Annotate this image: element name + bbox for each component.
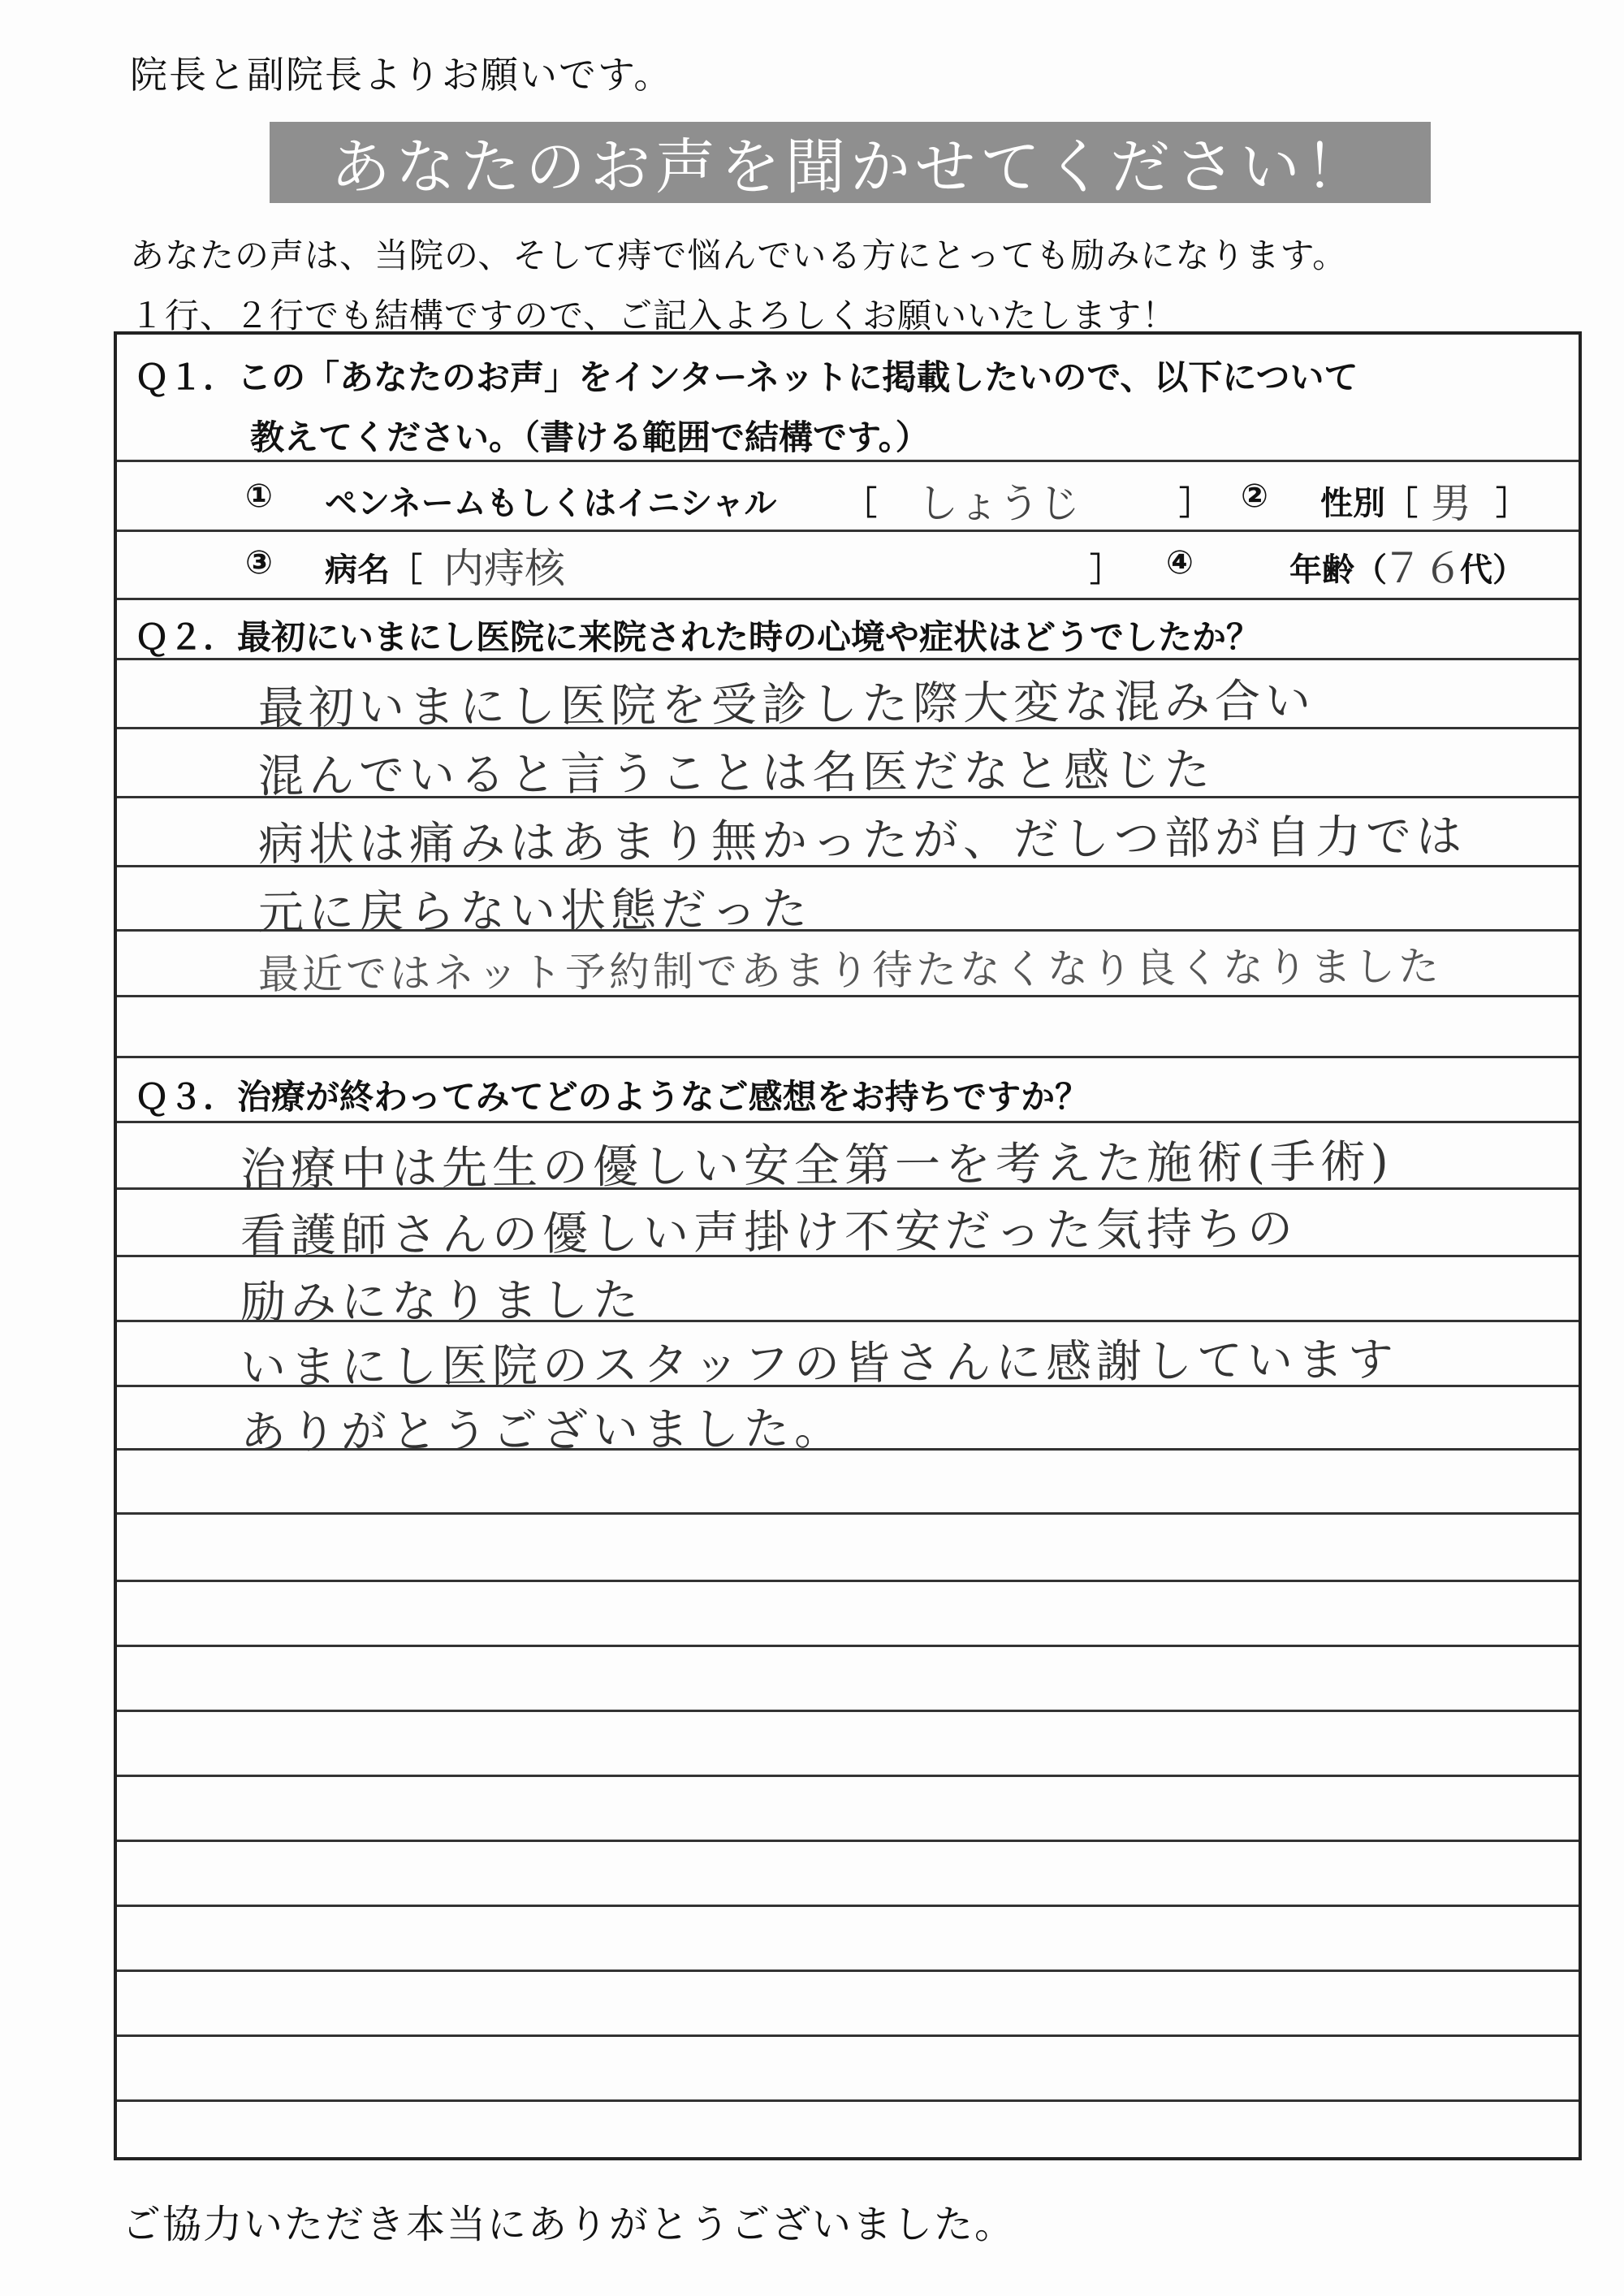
q3-answer-line-4: いまにし医院のスタッフの皆さんに感謝しています <box>240 1334 1399 1394</box>
q3-answer-line-1: 治療中は先生の優しい安全第一を考えた施術(手術) <box>240 1135 1393 1196</box>
q3-answer-line-3: 励みになりました <box>240 1273 644 1330</box>
rule <box>117 2099 1579 2102</box>
disease-close-bracket: ］ <box>1090 551 1122 589</box>
sex-value: 男 <box>1431 480 1471 527</box>
disease-value: 内痔核 <box>443 545 565 592</box>
q3-question: Ｑ３．治療が終わってみてどのようなご感想をお持ちですか？ <box>135 1077 1090 1117</box>
rule <box>117 1905 1579 1907</box>
rule <box>117 1121 1579 1123</box>
field-number-1: ① <box>245 478 273 515</box>
intro-line-1: あなたの声は、当院の、そして痔で悩んでいる方にとっても励みになります。 <box>130 236 1348 275</box>
title-banner <box>270 122 1431 203</box>
rule <box>117 1775 1579 1777</box>
rule <box>117 460 1579 462</box>
q1-question-line2: 教えてください。（書ける範囲で結構です。） <box>250 417 930 457</box>
rule <box>117 1840 1579 1842</box>
q3-answer-line-2: 看護師さんの優しい声掛け不安だった気持ちの <box>240 1202 1298 1263</box>
thank-you-footer: ご協力いただき本当にありがとうございました。 <box>122 2202 1016 2247</box>
field-number-3: ③ <box>245 544 273 582</box>
rule <box>117 1056 1579 1058</box>
banner-title: あなたのお声を聞かせてください！ <box>330 132 1370 202</box>
rule <box>117 1645 1579 1647</box>
q2-question: Ｑ２．最初にいまにし医院に来院された時の心境や症状はどうでしたか？ <box>135 617 1261 657</box>
rule <box>117 598 1579 600</box>
field-number-4: ④ <box>1166 544 1194 582</box>
penname-open-bracket: ［ <box>844 485 877 522</box>
field-number-2: ② <box>1241 478 1268 515</box>
request-heading: 院長と副院長よりお願いです。 <box>130 53 673 97</box>
q2-answer-line-5: 最近ではネット予約制であまり待たなくなり良くなりました <box>257 942 1443 998</box>
q2-answer-line-3: 病状は痛みはあまり無かったが、だしつ部が自力では <box>257 810 1467 871</box>
rule <box>117 2034 1579 2037</box>
q2-answer-line-4: 元に戻らない状態だった <box>257 883 813 940</box>
intro-line-2: １行、２行でも結構ですので、ご記入よろしくお願いいたします！ <box>130 296 1177 335</box>
q1-question-line1: Ｑ１．この「あなたのお声」をインターネットに掲載したいので、以下について <box>135 357 1358 397</box>
age-suffix: 代） <box>1460 551 1525 589</box>
rule <box>117 1970 1579 1972</box>
age-label: 年齢（ <box>1289 551 1387 589</box>
penname-label: ペンネームもしくはイニシャル <box>325 485 777 522</box>
rule <box>117 1512 1579 1515</box>
q3-answer-line-5: ありがとうございました。 <box>240 1402 845 1459</box>
q2-answer-line-2: 混んでいると言うことは名医だなと感じた <box>257 743 1216 803</box>
rule <box>117 1710 1579 1712</box>
penname-value: しょうじ <box>918 480 1080 527</box>
disease-label: 病名［ <box>325 551 422 589</box>
penname-close-bracket: ］ <box>1179 485 1212 522</box>
age-value: ７６ <box>1382 545 1463 592</box>
q2-answer-line-1: 最初いまにし医院を受診した際大変な混み合い <box>257 674 1316 735</box>
sex-close-bracket: ］ <box>1496 485 1528 522</box>
sex-label: 性別［ <box>1320 485 1418 522</box>
rule <box>117 1580 1579 1582</box>
rule <box>117 530 1579 532</box>
